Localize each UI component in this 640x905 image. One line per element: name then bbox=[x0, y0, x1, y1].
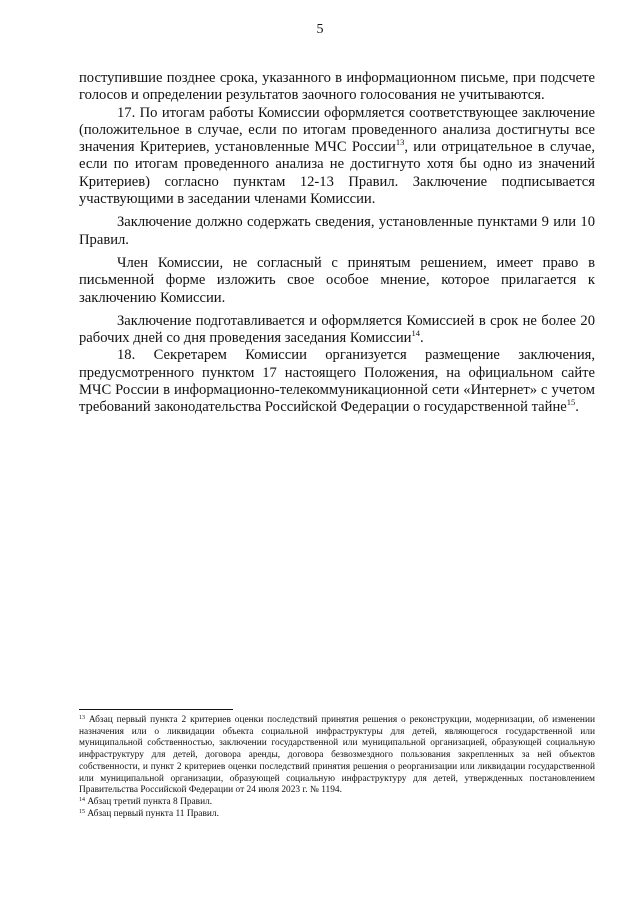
footnote-ref: 15 bbox=[566, 397, 576, 408]
document-body bbox=[79, 70, 595, 417]
paragraph-item-17: 17. По итогам работы Комиссии оформляется соответствующее заключение (положительное в случае, если по итогам проведенного анализа достигнуты все значения Критериев, установленные МЧС России$^{13}$, или отрицательное в случае, если по итогам проведенного анализа не достигнуто хотя бы одно из значений Критериев) согласно пунктам 12-13 Правил. Заключение подписывается участвующими в заседании членами Комиссии. bbox=[79, 104, 595, 208]
footnotes bbox=[79, 715, 595, 820]
paragraph: Член Комиссии, не согласный с принятым решением, имеет право в письменной форме изложить свое особое мнение, которое прилагается к заключению Комиссии. bbox=[79, 254, 595, 306]
footnote: $^{13}$ Абзац первый пункта 2 критериев оценки последствий принятия решения о реконструкции, модернизации, об изменении назначения или о ликвидации объекта социальной инфраструктуры для детей, являющегося государственной или муниципальной собственностью, заключении государственной или муниципальной организацией, образующей социальную инфраструктуру для детей, договора аренды, договора безвозмездного пользования закрепленных за ней объектов собственности, и пункт 2 критериев оценки последствий принятия решения о реорганизации или ликвидации государственной или муниципальной организации, образующей социальную инфраструктуру для детей, утвержденных постановлением Правительства Российской Федерации от 24 июля 2023 г. № 1194. bbox=[79, 715, 595, 796]
footnote: $^{14}$ Абзац третий пункта 8 Правил. bbox=[79, 796, 213, 807]
paragraph: поступившие позднее срока, указанного в информационном письме, при подсчете голосов и определении результатов заочного голосования не учитываются. bbox=[79, 70, 595, 104]
paragraph-item-18: 18. Секретарем Комиссии организуется размещение заключения, предусмотренного пунктом 17 настоящего Положения, на официальном сайте МЧС России в информационно-телекоммуникационной сети «Интернет» с учетом требований законодательства Российской Федерации о государственной тайне$^{15}$. bbox=[79, 347, 595, 416]
footnote-separator bbox=[79, 709, 233, 710]
footnote: $^{15}$ Абзац первый пункта 11 Правил. bbox=[79, 808, 219, 819]
page-number: 5 bbox=[316, 22, 324, 37]
paragraph: Заключение подготавливается и оформляется Комиссией в срок не более 20 рабочих дней со дня проведения заседания Комиссии$^{14}$. bbox=[79, 312, 595, 347]
footnote-ref: 14 bbox=[411, 328, 420, 339]
footnote-ref: 13 bbox=[395, 137, 405, 148]
paragraph: Заключение должно содержать сведения, установленные пунктами 9 или 10 Правил. bbox=[79, 214, 595, 248]
